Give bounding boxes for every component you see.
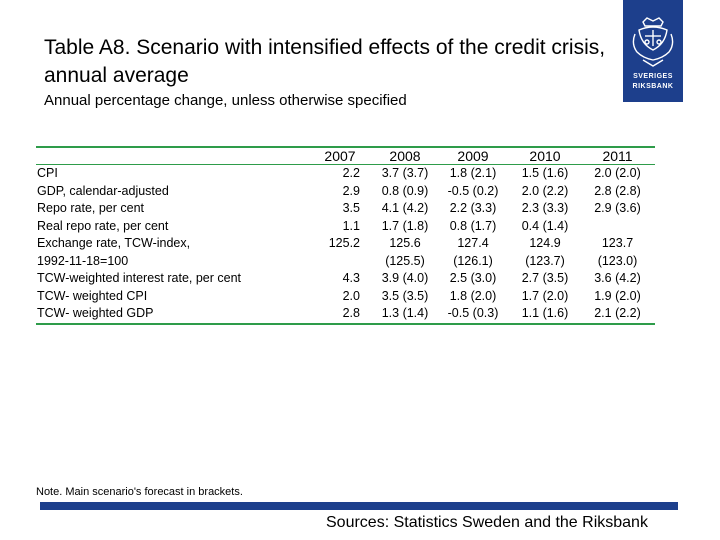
table-row — [36, 253, 655, 271]
table-cell-2008: 1.3 (1.4) — [381, 306, 429, 320]
table-cell-2011: (123.0) — [597, 253, 638, 268]
row-label: Real repo rate, per cent — [37, 218, 169, 233]
table-cell-2009: 1.8 (2.1) — [449, 166, 497, 180]
row-label: GDP, calendar-adjusted — [37, 183, 169, 198]
table-cell-2009: -0.5 (0.3) — [447, 306, 499, 320]
table-cell-2009: 2.2 (3.3) — [449, 201, 497, 215]
logo-text-sveriges: SVERIGES — [633, 73, 673, 80]
table-cell-2007: 2.9 — [342, 183, 360, 198]
table-cell-2009: 0.8 (1.7) — [449, 218, 497, 233]
crown-emblem-icon — [629, 14, 677, 70]
table-cell-2010: 2.7 (3.5) — [521, 271, 569, 285]
table-header-row — [36, 148, 655, 164]
table-cell-2007: 2.8 — [342, 306, 360, 320]
table-cell-2008: 125.6 — [389, 236, 421, 250]
table-cell-2007: 3.5 — [342, 201, 360, 215]
table-row — [36, 235, 655, 253]
table-cell-2007: 1.1 — [342, 218, 360, 233]
footnote: Note. Main scenario's forecast in brackets. — [36, 486, 243, 498]
scenario-table — [36, 146, 655, 325]
table-cell-2007: 4.3 — [342, 271, 360, 285]
table-cell-2007 — [306, 253, 374, 271]
table-cell-2009: 127.4 — [457, 236, 489, 250]
table-cell-2008: 3.7 (3.7) — [381, 166, 429, 180]
riksbank-logo — [623, 0, 683, 102]
table-cell-2009: (126.1) — [453, 253, 493, 268]
table-cell-2009: 1.8 (2.0) — [449, 288, 497, 303]
table-cell-2010: 2.3 (3.3) — [521, 201, 569, 215]
table-cell-2011: 1.9 (2.0) — [594, 288, 641, 303]
row-label: Repo rate, per cent — [37, 201, 145, 215]
footer-bar — [40, 502, 678, 510]
table-cell-2009: 2.5 (3.0) — [449, 271, 497, 285]
table-cell-2010: 124.9 — [529, 236, 561, 250]
logo-text-riksbank: RIKSBANK — [632, 83, 674, 90]
table-cell-2011: 2.0 (2.0) — [594, 166, 641, 180]
table-cell-2007: 125.2 — [328, 236, 360, 250]
table-cell-2007: 2.0 — [342, 288, 360, 303]
table-cell-2010: (123.7) — [525, 253, 565, 268]
row-label: TCW- weighted GDP — [37, 306, 154, 320]
header-year-2007: 2007 — [324, 148, 356, 164]
table-cell-2011 — [580, 218, 655, 236]
table-cell-2008: (125.5) — [385, 253, 425, 268]
table-row — [36, 200, 655, 218]
table-row — [36, 270, 655, 288]
table-row — [36, 288, 655, 306]
table-cell-2009: -0.5 (0.2) — [447, 183, 499, 198]
table-cell-2008: 0.8 (0.9) — [381, 183, 429, 198]
sources-text: Sources: Statistics Sweden and the Riksbank — [326, 514, 648, 531]
header-year-2008: 2008 — [389, 148, 421, 164]
table-cell-2011: 123.7 — [601, 236, 634, 250]
header-label — [36, 148, 306, 164]
header-year-2010: 2010 — [529, 148, 561, 164]
header-year-2011: 2011 — [602, 148, 633, 164]
row-label: Exchange rate, TCW-index, — [37, 236, 191, 250]
page-title: Table A8. Scenario with intensified effects of the credit crisis, annual average — [44, 36, 606, 87]
table-rule-bottom — [36, 323, 655, 325]
table-cell-2008: 4.1 (4.2) — [381, 201, 429, 215]
table-cell-2011: 2.9 (3.6) — [594, 201, 641, 215]
table-cell-2010: 1.5 (1.6) — [521, 166, 569, 180]
table-row — [36, 305, 655, 323]
table-row — [36, 218, 655, 236]
table-cell-2008: 1.7 (1.8) — [381, 218, 429, 233]
row-label: TCW- weighted CPI — [37, 288, 148, 303]
row-label: 1992-11-18=100 — [37, 253, 129, 268]
table-cell-2007: 2.2 — [342, 166, 360, 180]
table-cell-2008: 3.5 (3.5) — [381, 288, 429, 303]
table-row — [36, 165, 655, 183]
table-cell-2008: 3.9 (4.0) — [381, 271, 429, 285]
table-cell-2011: 2.8 (2.8) — [594, 183, 641, 198]
page-subtitle: Annual percentage change, unless otherwise specified — [44, 92, 407, 109]
table-cell-2011: 3.6 (4.2) — [594, 271, 641, 285]
table-cell-2010: 2.0 (2.2) — [521, 183, 569, 198]
header-year-2009: 2009 — [457, 148, 489, 164]
table-cell-2010: 1.1 (1.6) — [521, 306, 569, 320]
table-cell-2010: 0.4 (1.4) — [521, 218, 569, 233]
table-row — [36, 183, 655, 201]
table-cell-2010: 1.7 (2.0) — [521, 288, 569, 303]
row-label: TCW-weighted interest rate, per cent — [37, 271, 242, 285]
table-cell-2011: 2.1 (2.2) — [594, 306, 641, 320]
row-label: CPI — [37, 166, 58, 180]
